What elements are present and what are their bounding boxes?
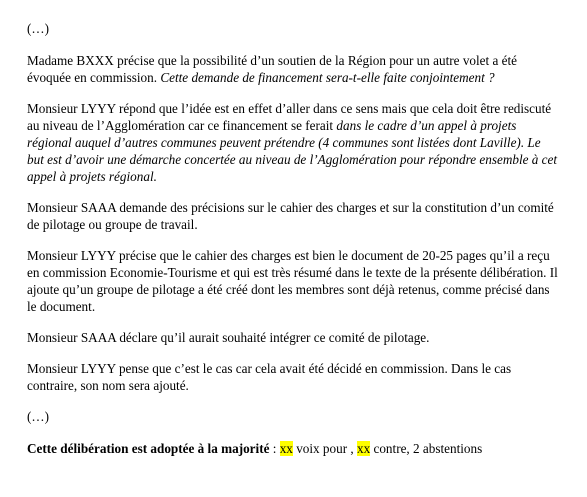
- paragraph-bxxx-italic: Cette demande de financement sera-t-elle faite conjointement ?: [160, 70, 495, 85]
- paragraph-lyyy-precision: Monsieur LYYY précise que le cahier des charges est bien le document de 20-25 pages qu’il a reçu en commission Economie-Tourisme et qui est très résumé dans le texte de la présente délibération. Il ajoute qu’un groupe de pilotage a été créé dont les membres sont déjà retenus, comme précisé dans le document.: [27, 248, 558, 314]
- vote-for-label: voix pour ,: [292, 441, 357, 456]
- vote-against-label: contre, 2 abstentions: [370, 441, 483, 456]
- paragraph-saaa-request: Monsieur SAAA demande des précisions sur le cahier des charges et sur la constitution d’un comité de pilotage ou groupe de travail.: [27, 200, 554, 232]
- paragraph-lyyy-response: [27, 100, 559, 185]
- vote-against-count: xx: [357, 441, 371, 456]
- vote-result: [27, 440, 559, 457]
- paragraph-bxxx-text: Madame BXXX précise que la possibilité d’un soutien de la Région pour un autre volet a été évoquée en commission.: [27, 53, 518, 85]
- document-body: [27, 20, 559, 471]
- paragraph-saaa-declaration: Monsieur SAAA déclare qu’il aurait souhaité intégrer ce comité de pilotage.: [27, 330, 430, 345]
- ellipsis-top: (…): [27, 21, 49, 36]
- vote-separator: :: [269, 441, 280, 456]
- paragraph-bxxx-question: [27, 52, 559, 86]
- paragraph-lyyy-conclusion: Monsieur LYYY pense que c’est le cas car cela avait été décidé en commission. Dans le cas contraire, son nom sera ajouté.: [27, 361, 512, 393]
- vote-result-label: Cette délibération est adoptée à la majorité: [27, 441, 270, 456]
- vote-for-count: xx: [279, 441, 293, 456]
- paragraph-lyyy-text: Monsieur LYYY répond que l’idée est en effet d’aller dans ce sens mais que cela doit être rediscuté au niveau de l’Agglomération car ce financement se ferait: [27, 101, 552, 133]
- ellipsis-bottom: (…): [27, 409, 49, 424]
- paragraph-lyyy-italic: dans le cadre d’un appel à projets régional auquel d’autres communes peuvent prétendre (4 communes sont listées dont Laville). Le but est d’avoir une démarche concertée au niveau de l’Agglomération pour répondre ensemble à cet appel à projets régional.: [27, 118, 558, 184]
